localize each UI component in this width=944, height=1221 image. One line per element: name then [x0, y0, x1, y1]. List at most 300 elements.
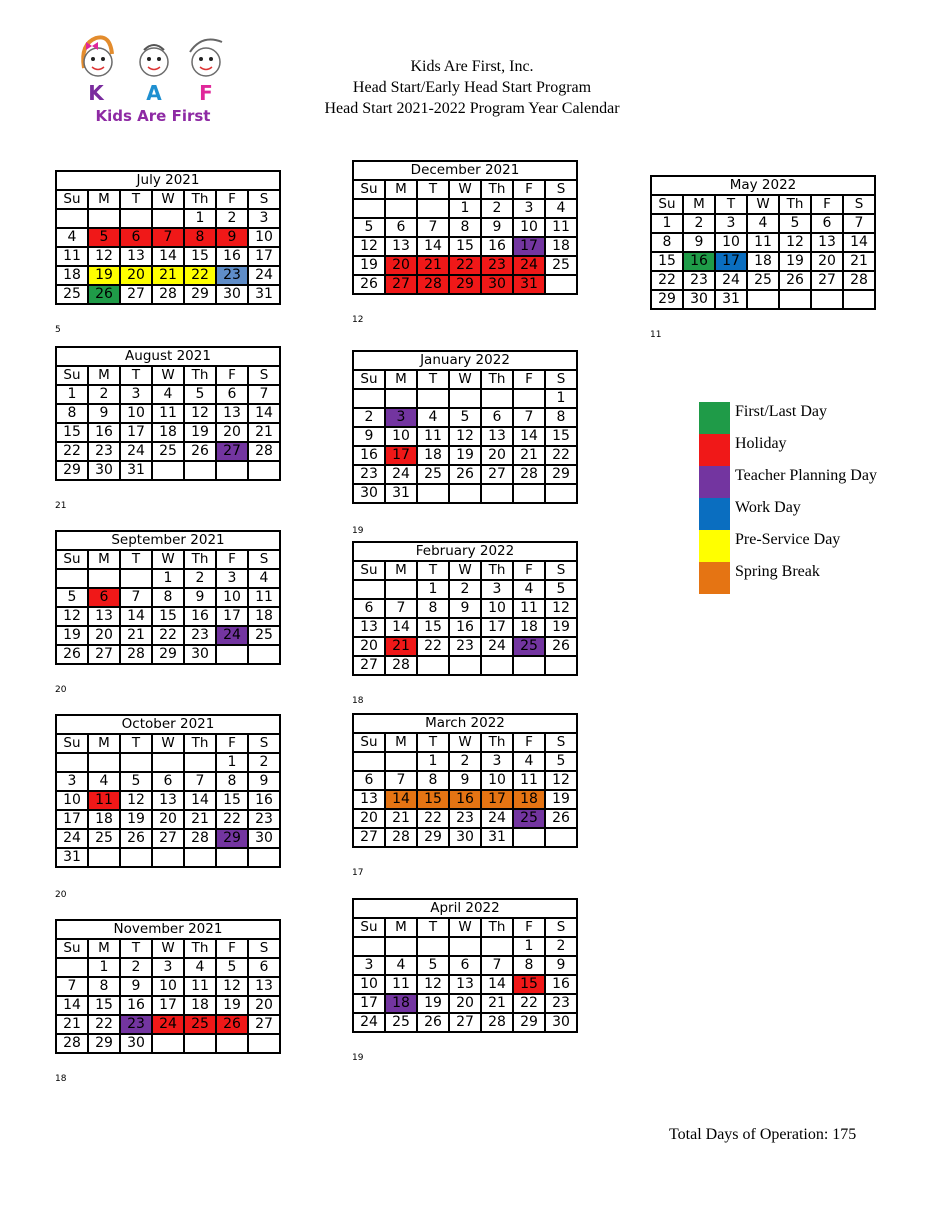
day-cell: 21: [481, 994, 513, 1013]
day-cell: 4: [545, 199, 577, 218]
day-cell: 30: [216, 285, 248, 304]
day-cell: 6: [811, 214, 843, 233]
day-cell: 8: [417, 599, 449, 618]
day-cell: 14: [120, 607, 152, 626]
day-cell: 12: [216, 977, 248, 996]
empty-day-cell: [385, 199, 417, 218]
day-of-week-header: M: [88, 939, 120, 958]
week-row: [353, 580, 577, 599]
month-title: January 2022: [353, 351, 577, 370]
day-cell: 12: [184, 404, 216, 423]
day-cell: 23: [120, 1015, 152, 1034]
day-cell: 22: [88, 1015, 120, 1034]
week-row: [353, 956, 577, 975]
day-cell: 25: [747, 271, 779, 290]
day-of-week-header: S: [545, 918, 577, 937]
day-cell: 12: [353, 237, 385, 256]
day-of-week-header: Th: [184, 190, 216, 209]
day-cell: 19: [545, 618, 577, 637]
day-of-week-header: Su: [353, 918, 385, 937]
day-cell: 31: [248, 285, 280, 304]
day-cell: 20: [88, 626, 120, 645]
day-cell: 6: [216, 385, 248, 404]
day-cell: 2: [248, 753, 280, 772]
day-cell: 1: [417, 752, 449, 771]
day-cell: 23: [449, 809, 481, 828]
day-of-week-header: M: [683, 195, 715, 214]
day-cell: 9: [545, 956, 577, 975]
day-of-week-header: W: [449, 370, 481, 389]
empty-day-cell: [417, 937, 449, 956]
day-of-week-header: S: [545, 370, 577, 389]
day-cell: 7: [513, 408, 545, 427]
day-cell: 25: [184, 1015, 216, 1034]
day-of-week-header: T: [417, 918, 449, 937]
month-day-count: 19: [352, 1053, 364, 1063]
day-cell: 25: [152, 442, 184, 461]
empty-day-cell: [216, 848, 248, 867]
day-cell: 11: [545, 218, 577, 237]
legend-label: Holiday: [735, 435, 787, 452]
day-cell: 24: [152, 1015, 184, 1034]
day-of-week-header: T: [120, 190, 152, 209]
day-cell: 14: [417, 237, 449, 256]
day-cell: 21: [417, 256, 449, 275]
day-cell: 9: [248, 772, 280, 791]
week-row: [56, 958, 280, 977]
empty-day-cell: [353, 580, 385, 599]
day-cell: 9: [120, 977, 152, 996]
empty-day-cell: [152, 461, 184, 480]
day-cell: 3: [353, 956, 385, 975]
empty-day-cell: [353, 199, 385, 218]
child-face-left-icon: [83, 37, 112, 76]
day-cell: 7: [184, 772, 216, 791]
day-of-week-header: F: [513, 180, 545, 199]
day-cell: 15: [417, 618, 449, 637]
day-cell: 13: [88, 607, 120, 626]
week-row: [56, 996, 280, 1015]
day-cell: 18: [248, 607, 280, 626]
week-row: [56, 588, 280, 607]
month-calendar-oct-2021: [55, 714, 281, 868]
day-cell: 3: [385, 408, 417, 427]
empty-day-cell: [56, 753, 88, 772]
day-cell: 2: [481, 199, 513, 218]
day-of-week-header: Th: [184, 734, 216, 753]
day-of-week-header: S: [248, 939, 280, 958]
day-cell: 15: [449, 237, 481, 256]
day-cell: 2: [216, 209, 248, 228]
day-cell: 10: [385, 427, 417, 446]
week-row: [353, 237, 577, 256]
day-cell: 4: [184, 958, 216, 977]
day-cell: 13: [216, 404, 248, 423]
week-row: [353, 1013, 577, 1032]
day-cell: 16: [120, 996, 152, 1015]
empty-day-cell: [385, 389, 417, 408]
week-row: [651, 233, 875, 252]
day-cell: 14: [843, 233, 875, 252]
day-cell: 17: [481, 618, 513, 637]
week-row: [56, 423, 280, 442]
empty-day-cell: [513, 484, 545, 503]
empty-day-cell: [152, 209, 184, 228]
day-of-week-header: S: [248, 550, 280, 569]
empty-day-cell: [56, 209, 88, 228]
day-cell: 4: [513, 752, 545, 771]
week-row: [56, 385, 280, 404]
day-cell: 15: [417, 790, 449, 809]
day-cell: 6: [248, 958, 280, 977]
month-calendar-jan-2022: [352, 350, 578, 504]
day-cell: 10: [152, 977, 184, 996]
day-cell: 3: [513, 199, 545, 218]
day-cell: 31: [513, 275, 545, 294]
empty-day-cell: [417, 389, 449, 408]
day-of-week-header: T: [417, 370, 449, 389]
day-cell: 20: [811, 252, 843, 271]
day-cell: 21: [56, 1015, 88, 1034]
empty-day-cell: [248, 848, 280, 867]
day-cell: 7: [385, 599, 417, 618]
day-cell: 28: [152, 285, 184, 304]
empty-day-cell: [385, 580, 417, 599]
day-cell: 3: [216, 569, 248, 588]
day-cell: 24: [481, 809, 513, 828]
day-cell: 8: [417, 771, 449, 790]
week-row: [353, 484, 577, 503]
day-cell: 24: [481, 637, 513, 656]
day-cell: 16: [481, 237, 513, 256]
month-calendar-aug-2021: [55, 346, 281, 481]
day-cell: 1: [88, 958, 120, 977]
day-cell: 12: [449, 427, 481, 446]
day-cell: 22: [56, 442, 88, 461]
day-cell: 26: [216, 1015, 248, 1034]
legend-label: Work Day: [735, 499, 801, 516]
empty-day-cell: [216, 461, 248, 480]
svg-text:F: F: [199, 81, 213, 105]
day-cell: 6: [152, 772, 184, 791]
day-cell: 8: [56, 404, 88, 423]
day-of-week-header: M: [385, 733, 417, 752]
day-cell: 3: [715, 214, 747, 233]
day-cell: 16: [545, 975, 577, 994]
day-of-week-header: S: [843, 195, 875, 214]
day-cell: 29: [56, 461, 88, 480]
day-cell: 31: [481, 828, 513, 847]
empty-day-cell: [481, 389, 513, 408]
day-cell: 13: [481, 427, 513, 446]
day-cell: 28: [481, 1013, 513, 1032]
empty-day-cell: [747, 290, 779, 309]
day-cell: 19: [120, 810, 152, 829]
day-cell: 24: [216, 626, 248, 645]
day-cell: 11: [152, 404, 184, 423]
day-of-week-header: T: [120, 734, 152, 753]
day-cell: 10: [481, 599, 513, 618]
day-of-week-header: W: [449, 918, 481, 937]
empty-day-cell: [353, 389, 385, 408]
day-cell: 26: [88, 285, 120, 304]
empty-day-cell: [545, 275, 577, 294]
day-cell: 4: [88, 772, 120, 791]
day-cell: 19: [449, 446, 481, 465]
day-cell: 5: [88, 228, 120, 247]
kids-are-first-logo: [74, 30, 232, 126]
day-cell: 7: [417, 218, 449, 237]
day-of-week-header: Su: [353, 733, 385, 752]
week-row: [56, 772, 280, 791]
day-of-week-header: Su: [56, 190, 88, 209]
day-cell: 8: [216, 772, 248, 791]
day-cell: 19: [353, 256, 385, 275]
legend-label: Pre-Service Day: [735, 531, 841, 548]
day-cell: 23: [683, 271, 715, 290]
day-cell: 15: [152, 607, 184, 626]
empty-day-cell: [353, 752, 385, 771]
day-of-week-header: T: [417, 733, 449, 752]
week-row: [353, 256, 577, 275]
week-row: [651, 214, 875, 233]
day-cell: 14: [248, 404, 280, 423]
day-cell: 27: [811, 271, 843, 290]
empty-day-cell: [248, 1034, 280, 1053]
day-cell: 17: [353, 994, 385, 1013]
day-cell: 19: [88, 266, 120, 285]
day-cell: 10: [248, 228, 280, 247]
day-cell: 9: [216, 228, 248, 247]
day-cell: 16: [216, 247, 248, 266]
day-cell: 6: [120, 228, 152, 247]
week-row: [651, 290, 875, 309]
empty-day-cell: [545, 656, 577, 675]
empty-day-cell: [779, 290, 811, 309]
day-cell: 12: [545, 771, 577, 790]
day-cell: 5: [545, 580, 577, 599]
day-cell: 26: [417, 1013, 449, 1032]
month-day-count: 20: [55, 890, 67, 900]
month-calendar-apr-2022: [352, 898, 578, 1033]
day-cell: 3: [120, 385, 152, 404]
empty-day-cell: [120, 753, 152, 772]
week-row: [56, 247, 280, 266]
day-cell: 21: [385, 637, 417, 656]
day-cell: 7: [56, 977, 88, 996]
week-row: [56, 228, 280, 247]
month-title: March 2022: [353, 714, 577, 733]
day-cell: 11: [513, 599, 545, 618]
day-cell: 20: [248, 996, 280, 1015]
day-cell: 5: [779, 214, 811, 233]
day-cell: 17: [513, 237, 545, 256]
week-row: [353, 427, 577, 446]
day-cell: 7: [248, 385, 280, 404]
day-cell: 23: [184, 626, 216, 645]
day-cell: 26: [120, 829, 152, 848]
empty-day-cell: [449, 937, 481, 956]
day-cell: 22: [152, 626, 184, 645]
month-title: September 2021: [56, 531, 280, 550]
week-row: [651, 271, 875, 290]
day-cell: 4: [513, 580, 545, 599]
day-cell: 17: [120, 423, 152, 442]
day-cell: 7: [385, 771, 417, 790]
day-cell: 7: [843, 214, 875, 233]
day-cell: 27: [216, 442, 248, 461]
day-cell: 29: [545, 465, 577, 484]
week-row: [353, 828, 577, 847]
month-title: November 2021: [56, 920, 280, 939]
day-of-week-header: Su: [56, 939, 88, 958]
day-cell: 21: [120, 626, 152, 645]
day-of-week-header: M: [88, 366, 120, 385]
month-day-count: 17: [352, 868, 364, 878]
week-row: [56, 829, 280, 848]
day-cell: 25: [545, 256, 577, 275]
day-cell: 8: [88, 977, 120, 996]
day-cell: 15: [56, 423, 88, 442]
day-cell: 4: [56, 228, 88, 247]
day-cell: 5: [120, 772, 152, 791]
day-cell: 12: [56, 607, 88, 626]
month-day-count: 19: [352, 526, 364, 536]
day-cell: 6: [353, 771, 385, 790]
week-row: [353, 599, 577, 618]
day-cell: 20: [449, 994, 481, 1013]
day-cell: 2: [184, 569, 216, 588]
empty-day-cell: [545, 484, 577, 503]
month-title: August 2021: [56, 347, 280, 366]
day-cell: 18: [545, 237, 577, 256]
day-cell: 8: [513, 956, 545, 975]
week-row: [353, 752, 577, 771]
day-cell: 16: [353, 446, 385, 465]
day-of-week-header: W: [152, 366, 184, 385]
day-cell: 10: [56, 791, 88, 810]
day-cell: 15: [88, 996, 120, 1015]
day-cell: 29: [417, 828, 449, 847]
empty-day-cell: [481, 484, 513, 503]
day-cell: 29: [651, 290, 683, 309]
day-cell: 6: [481, 408, 513, 427]
day-cell: 15: [184, 247, 216, 266]
day-cell: 9: [353, 427, 385, 446]
week-row: [56, 1015, 280, 1034]
day-cell: 30: [248, 829, 280, 848]
week-row: [56, 626, 280, 645]
day-cell: 11: [56, 247, 88, 266]
week-row: [56, 791, 280, 810]
day-cell: 16: [88, 423, 120, 442]
day-cell: 9: [449, 771, 481, 790]
week-row: [56, 209, 280, 228]
day-cell: 28: [248, 442, 280, 461]
day-cell: 30: [545, 1013, 577, 1032]
day-cell: 23: [216, 266, 248, 285]
legend-swatch-spring-break: [699, 562, 730, 594]
day-of-week-header: M: [385, 918, 417, 937]
day-cell: 25: [56, 285, 88, 304]
day-cell: 27: [152, 829, 184, 848]
week-row: [56, 285, 280, 304]
day-cell: 20: [353, 809, 385, 828]
day-cell: 10: [513, 218, 545, 237]
day-cell: 28: [843, 271, 875, 290]
day-cell: 24: [56, 829, 88, 848]
day-cell: 9: [683, 233, 715, 252]
day-cell: 29: [88, 1034, 120, 1053]
week-row: [353, 637, 577, 656]
month-calendar-feb-2022: [352, 541, 578, 676]
week-row: [651, 252, 875, 271]
week-row: [353, 656, 577, 675]
day-cell: 4: [417, 408, 449, 427]
day-cell: 15: [651, 252, 683, 271]
day-cell: 27: [481, 465, 513, 484]
month-calendar-sep-2021: [55, 530, 281, 665]
day-cell: 16: [184, 607, 216, 626]
day-of-week-header: W: [449, 180, 481, 199]
day-cell: 4: [152, 385, 184, 404]
month-day-count: 11: [650, 330, 662, 340]
day-cell: 19: [545, 790, 577, 809]
empty-day-cell: [449, 389, 481, 408]
empty-day-cell: [152, 753, 184, 772]
legend-swatch-work-day: [699, 498, 730, 530]
week-row: [56, 404, 280, 423]
day-cell: 1: [152, 569, 184, 588]
day-cell: 8: [449, 218, 481, 237]
day-cell: 5: [216, 958, 248, 977]
day-cell: 4: [385, 956, 417, 975]
empty-day-cell: [152, 1034, 184, 1053]
day-cell: 28: [120, 645, 152, 664]
day-cell: 9: [88, 404, 120, 423]
empty-day-cell: [216, 645, 248, 664]
week-row: [353, 994, 577, 1013]
day-cell: 11: [248, 588, 280, 607]
day-cell: 30: [449, 828, 481, 847]
day-cell: 25: [385, 1013, 417, 1032]
day-of-week-header: T: [120, 550, 152, 569]
day-cell: 14: [152, 247, 184, 266]
day-of-week-header: T: [715, 195, 747, 214]
day-cell: 3: [481, 580, 513, 599]
week-row: [353, 199, 577, 218]
empty-day-cell: [353, 937, 385, 956]
empty-day-cell: [545, 828, 577, 847]
day-cell: 14: [513, 427, 545, 446]
day-cell: 10: [715, 233, 747, 252]
empty-day-cell: [184, 848, 216, 867]
svg-text:A: A: [146, 81, 162, 105]
day-cell: 2: [449, 580, 481, 599]
total-days-of-operation: Total Days of Operation: 175: [669, 1126, 857, 1143]
day-cell: 18: [747, 252, 779, 271]
day-cell: 27: [385, 275, 417, 294]
day-cell: 3: [152, 958, 184, 977]
week-row: [353, 275, 577, 294]
day-cell: 27: [120, 285, 152, 304]
day-cell: 10: [216, 588, 248, 607]
week-row: [56, 645, 280, 664]
day-of-week-header: W: [152, 734, 184, 753]
day-cell: 24: [385, 465, 417, 484]
day-cell: 5: [353, 218, 385, 237]
legend-label: Teacher Planning Day: [735, 467, 877, 484]
